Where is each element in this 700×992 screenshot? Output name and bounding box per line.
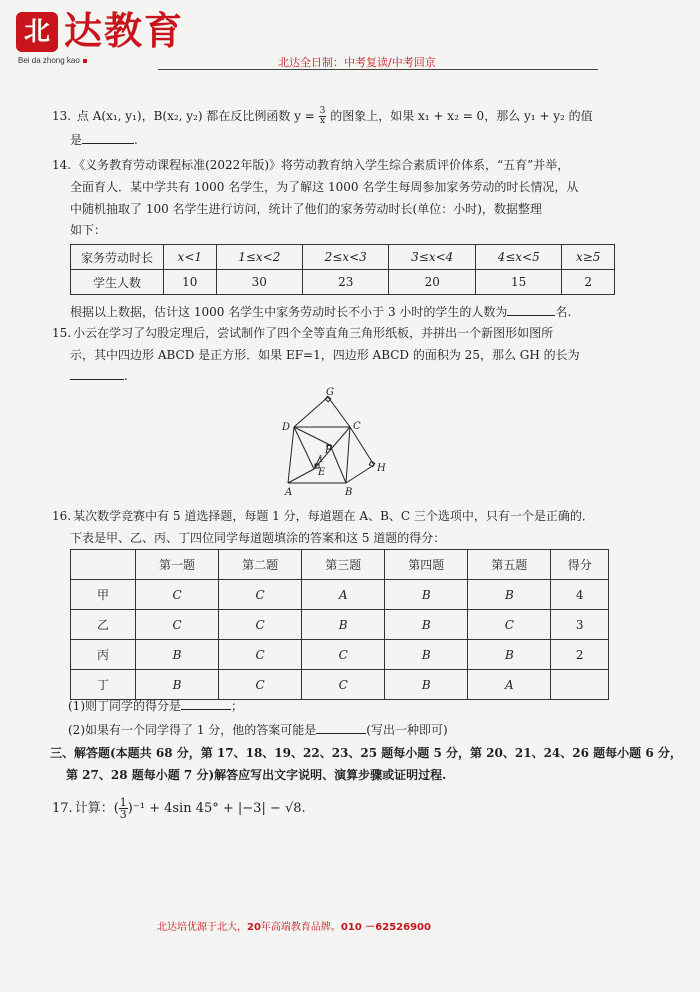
table-cell: 4≤x<5 (475, 245, 561, 270)
question-13-line2 (70, 130, 138, 150)
q16-sub1-text: (1)则丁同学的得分是 (68, 699, 181, 713)
table-cell: 第二题 (219, 550, 302, 580)
table-cell: 丁 (71, 670, 136, 700)
q14-line2: 全面育人．某中学共有 1000 名学生，为了解这 1000 名学生每周参加家务劳动的时长情况，从 (70, 180, 579, 194)
label-H: H (377, 463, 386, 474)
table-cell: B (385, 580, 468, 610)
header-slogan: 北达全日制：中考复读/中考回京 (278, 56, 436, 69)
figure-line (288, 427, 294, 483)
table-cell: 第一题 (136, 550, 219, 580)
table-cell: 3≤x<4 (389, 245, 475, 270)
q15-number: 15. (52, 326, 72, 340)
q16-sub1 (68, 696, 243, 716)
figure-line (328, 397, 350, 427)
table-cell: B (468, 640, 551, 670)
table-row (71, 610, 609, 640)
label-D: D (282, 422, 291, 433)
logo-subtitle-text: Bei da zhong kao (18, 56, 80, 65)
table-cell: 20 (389, 270, 475, 295)
q13-frac-bottom: x (319, 116, 326, 126)
table-cell: x<1 (164, 245, 217, 270)
table-cell: C (219, 670, 302, 700)
table-cell: B (385, 640, 468, 670)
q14-line4: 如下： (70, 223, 107, 237)
table-cell: 家务劳动时长 (71, 245, 164, 270)
table-cell: 第三题 (302, 550, 385, 580)
table-cell: A (468, 670, 551, 700)
figure-line (294, 427, 314, 469)
q17-frac-top: 1 (119, 796, 127, 809)
table-cell: 2 (551, 640, 609, 670)
footer-bold: 20 (247, 922, 261, 933)
table-row (71, 670, 609, 700)
table-cell: 丙 (71, 640, 136, 670)
table-cell: 4 (551, 580, 609, 610)
table-cell: 23 (303, 270, 389, 295)
label-G: G (326, 387, 334, 398)
table-cell: C (219, 640, 302, 670)
q16-sub2 (68, 720, 448, 740)
figure-line (346, 465, 374, 483)
figure-line (294, 397, 328, 427)
label-A: A (285, 487, 293, 498)
q15-geometry-figure (270, 385, 395, 500)
q17-label: 计算： (74, 801, 114, 816)
table-row (71, 640, 609, 670)
question-13 (52, 106, 593, 126)
table-cell: B (385, 670, 468, 700)
table-cell: B (136, 640, 219, 670)
footer-text2: 年高端教育品牌。 (260, 922, 341, 933)
q15-line1: 小云在学习了勾股定理后，尝试制作了四个全等直角三角形纸板，并拼出一个新图形如图所 (73, 326, 554, 340)
question-16 (52, 506, 594, 526)
logo-mark: 北 (16, 12, 58, 52)
q15-answer-blank[interactable] (70, 366, 124, 380)
header-rule (158, 69, 598, 70)
question-17: 17. 计算：( $\frac{1}{3}$ )⁻¹ + 4sin 45° + |−3| − √8. (52, 796, 306, 821)
q13-number: 13. (52, 109, 72, 123)
table-cell: C (468, 610, 551, 640)
table-row (71, 245, 615, 270)
q13-answer-blank[interactable] (82, 130, 134, 144)
table-cell: 乙 (71, 610, 136, 640)
table-cell: C (302, 670, 385, 700)
q16-sub1-blank[interactable] (181, 696, 231, 710)
table-cell: 甲 (71, 580, 136, 610)
label-B: B (345, 487, 353, 498)
q13-text-b: 的图象上，如果 x₁ + x₂ = 0，那么 y₁ + y₂ 的值 (330, 109, 593, 123)
q15-line2: 示，其中四边形 ABCD 是正方形．如果 EF=1，四边形 ABCD 的面积为 25，那么 GH 的长为 (70, 348, 580, 362)
figure-line (330, 445, 346, 483)
q17-fraction (119, 797, 128, 820)
table-cell: 第五题 (468, 550, 551, 580)
table-cell: B (385, 610, 468, 640)
table-cell: C (219, 610, 302, 640)
q16-line1: 某次数学竞赛中有 5 道选择题，每题 1 分，每道题在 A、B、C 三个选项中，只有一个是正确的． (73, 509, 594, 523)
q14-after (70, 302, 571, 322)
q17-expr: ⁻¹ + 4sin 45° + |−3| − √8. (132, 801, 306, 816)
figure-line (350, 427, 374, 465)
q14-answer-blank[interactable] (507, 302, 555, 316)
right-angle-mark (369, 461, 374, 466)
table-row (71, 550, 609, 580)
q14-line3: 中随机抽取了 100 名学生进行访问，统计了他们的家务劳动时长(单位：小时)，数据整理 (70, 202, 542, 216)
table-cell: x≥5 (562, 245, 615, 270)
q17-number: 17. (52, 801, 73, 816)
section-3-line1: 三、解答题(本题共 68 分，第 17、18、19、22、23、25 题每小题 5 分，第 20、21、24、26 题每小题 6 分， (50, 746, 682, 760)
table-cell: B (302, 610, 385, 640)
table-cell: 学生人数 (71, 270, 164, 295)
question-15 (52, 323, 553, 343)
table-cell: 第四题 (385, 550, 468, 580)
q13-line2: 是 (70, 133, 83, 147)
label-E: E (318, 467, 326, 478)
q14-line1: 《义务教育劳动课程标准(2022年版)》将劳动教育纳入学生综合素质评价体系，“五育”并举， (73, 158, 570, 172)
table-cell: 30 (216, 270, 302, 295)
table-cell: C (136, 610, 219, 640)
footer-phone: 010 －62526900 (340, 922, 431, 933)
question-14 (52, 155, 569, 175)
table-cell: B (136, 670, 219, 700)
logo-subtitle (18, 56, 87, 65)
q14-number: 14. (52, 158, 72, 172)
table-cell: 3 (551, 610, 609, 640)
footer (157, 918, 431, 933)
q13-end: . (134, 133, 138, 147)
q16-number: 16. (52, 509, 72, 523)
table-cell (551, 670, 609, 700)
q16-line2: 下表是甲、乙、丙、丁四位同学每道题填涂的答案和这 5 道题的得分： (70, 531, 446, 545)
q14-data-table (70, 244, 615, 295)
table-cell: 10 (164, 270, 217, 295)
q16-sub1-end: ； (231, 699, 244, 713)
table-cell: 2 (562, 270, 615, 295)
q13-fraction (319, 107, 327, 126)
q16-sub2-end: (写出一种即可) (366, 723, 448, 737)
label-one: 1 (318, 455, 324, 465)
q13-frac-top: 3 (319, 106, 326, 116)
table-cell: C (136, 580, 219, 610)
q13-text-a: 点 A(x₁, y₁)，B(x₂, y₂) 都在反比例函数 y = (76, 109, 315, 123)
q15-line3 (70, 366, 128, 386)
q15-end: . (124, 369, 128, 383)
figure-line (288, 469, 314, 483)
logo-name: 达教育 (64, 9, 185, 53)
table-row (71, 270, 615, 295)
q17-frac-bottom: 3 (119, 808, 127, 821)
table-cell: C (302, 640, 385, 670)
table-cell: 15 (475, 270, 561, 295)
red-square-icon (83, 59, 87, 63)
table-cell: 1≤x<2 (216, 245, 302, 270)
figure-line (294, 427, 330, 445)
table-cell: B (468, 580, 551, 610)
table-cell: 2≤x<3 (303, 245, 389, 270)
q16-answer-table (70, 549, 609, 700)
figure-line (346, 427, 350, 483)
footer-text: 北达培优源于北大， (157, 922, 247, 933)
label-C: C (353, 421, 361, 432)
q14-after-end: 名. (555, 305, 572, 319)
table-cell (71, 550, 136, 580)
table-cell: 得分 (551, 550, 609, 580)
table-cell: A (302, 580, 385, 610)
q16-sub2-text: (2)如果有一个同学得了 1 分，他的答案可能是 (68, 723, 317, 737)
section-3-line2: 第 27、28 题每小题 7 分)解答应写出文字说明、演算步骤或证明过程. (66, 768, 447, 782)
table-cell: C (219, 580, 302, 610)
q16-sub2-blank[interactable] (316, 720, 366, 734)
table-row (71, 580, 609, 610)
q14-after-text: 根据以上数据，估计这 1000 名学生中家务劳动时长不小于 3 小时的学生的人数为 (70, 305, 508, 319)
label-F: F (325, 445, 332, 456)
